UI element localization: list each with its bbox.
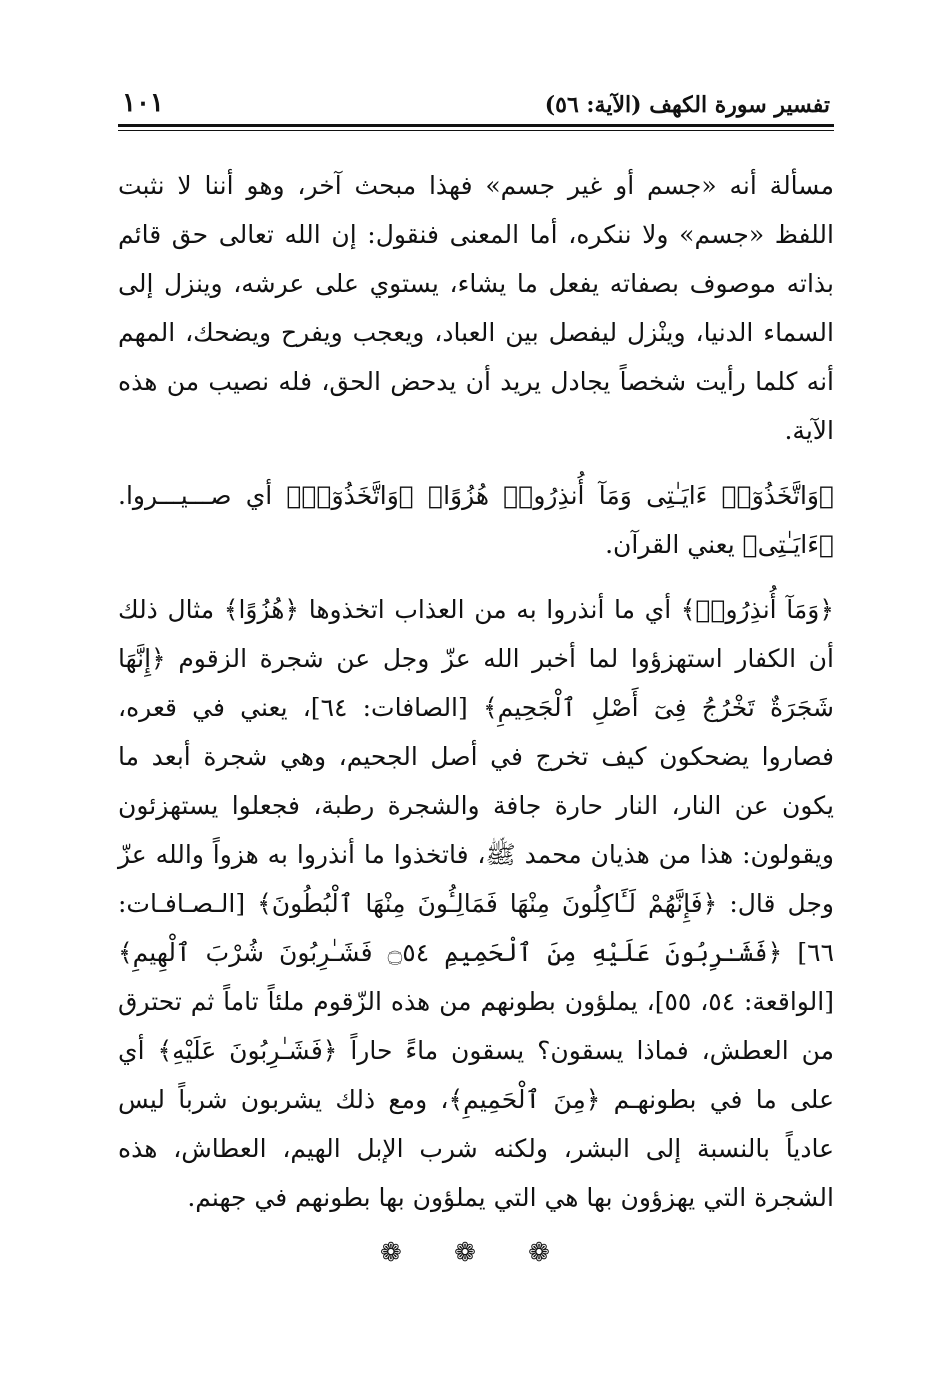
book-page xyxy=(118,78,834,1338)
running-header xyxy=(118,78,834,122)
section-end-ornament: ❁ ❁ ❁ xyxy=(380,1238,572,1268)
header-title: تفسير سورة الكهف (الآية: ٥٦) xyxy=(544,92,830,118)
paragraph: ﴿وَمَآ أُنذِرُوا۟﴾ أي ما أنذروا به من العذاب اتخذوها ﴿هُزُوًا﴾ مثال ذلك أن الكفار استهزؤوا لما أخبر الله عزّ وجل عن شجرة الزقوم ﴿إِنَّهَا شَجَرَةٌ تَخْرُجُ فِىٓ أَصْلِ ٱلْجَحِيمِ﴾ [الصافات: ٦٤]، يعني في قعره، فصاروا يضحكون كيف تخرج في أصل الجحيم، وهي شجرة أبعد ما يكون عن النار، النار حارة جافة والشجرة رطبة، فجعلوا يستهزئون ويقولون: هذا من هذيان محمد ﷺ، فاتخذوا ما أنذروا به هزواً والله عزّ وجل قال: ﴿فَإِنَّهُمْ لَـَٔاكِلُونَ مِنْهَا فَمَالِـُٔونَ مِنْهَا ٱلْبُطُونَ﴾ [الـصـافـات: ٦٦] ﴿فَشَـٰرِبُونَ عَلَيْهِ مِنَ ٱلْحَمِيمِ ۝٥٤ فَشَـٰرِبُونَ شُرْبَ ٱلْهِيمِ﴾ [الواقعة: ٥٤، ٥٥]، يملؤون بطونهم من هذه الزّقوم ملئاً تاماً ثم تحترق من العطش، فماذا يسقون؟ يسقون ماءً حاراً ﴿فَشَـٰرِبُونَ عَلَيْهِ﴾ أي على ما في بطونهـم ﴿مِنَ ٱلْحَمِيمِ﴾، ومع ذلك يشربون شرباً ليس عادياً بالنسبة إلى البشر، ولكنه شرب الإبل الهيم، العطاش، هذه الشجرة التي يهزؤون بها هي التي يملؤون بها بطونهم في جهنم. xyxy=(118,595,834,1212)
paragraph: ﴿وَاتَّخَذُوٓا۟ ءَايَـٰتِى وَمَآ أُنذِرُوا۟ هُزُوًا﴾ ﴿وَاتَّخَذُوٓا۟﴾ أي صـــيـــروا. ﴿ءَايَـٰتِى﴾ يعني القرآن. xyxy=(118,481,835,559)
page-body xyxy=(118,161,834,1222)
header-rule-thick xyxy=(118,124,834,127)
page-number: ١٠١ xyxy=(122,88,164,118)
header-rule-thin xyxy=(118,130,834,131)
paragraph: مسألة أنه «جسم أو غير جسم» فهذا مبحث آخر، وهو أننا لا نثبت اللفظ «جسم» ولا ننكره، أما المعنى فنقول: إن الله تعالى حق قائم بذاته موصوف بصفاته يفعل ما يشاء، يستوي على عرشه، وينزل إلى السماء الدنيا، وينْزل ليفصل بين العباد، ويعجب ويفرح ويضحك، المهم أنه كلما رأيت شخصاً يجادل يريد أن يدحض الحق، فله نصيب من هذه الآية. xyxy=(118,171,834,445)
